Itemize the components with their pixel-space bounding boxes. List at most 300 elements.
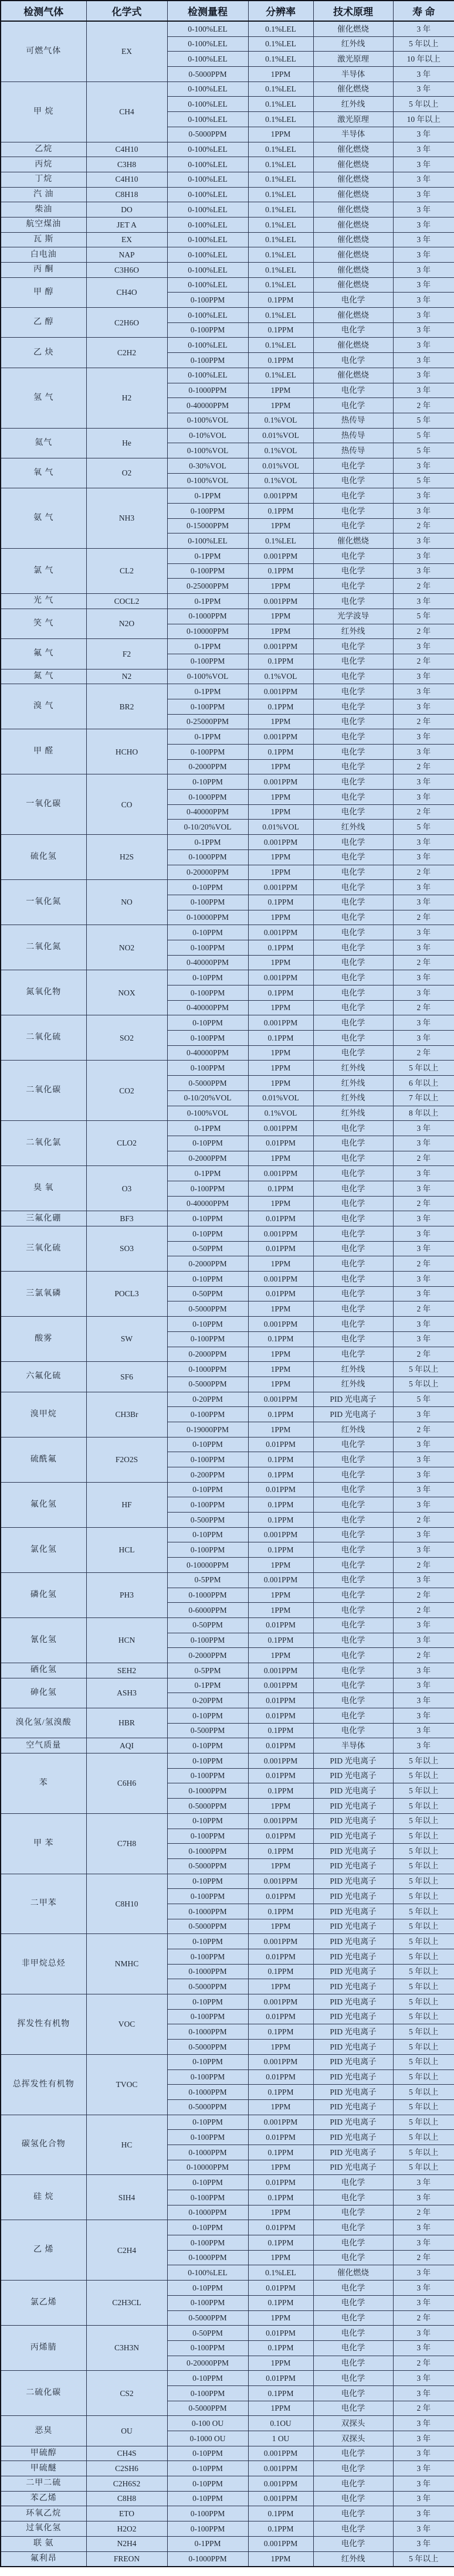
principle-cell: 电化学 xyxy=(313,654,393,669)
lifespan-cell: 5 年以上 xyxy=(393,1904,454,1919)
resolution-cell: 1PPM xyxy=(248,579,313,594)
range-cell: 0-100%LEL xyxy=(167,2265,248,2281)
range-cell: 0-10PPM xyxy=(167,1015,248,1031)
formula-cell: SF6 xyxy=(86,1362,167,1392)
gas-name-cell: 氦气 xyxy=(1,428,86,458)
principle-cell: 催化燃烧 xyxy=(313,277,393,293)
formula-cell: CH4O xyxy=(86,277,167,307)
range-cell: 0-5000PPM xyxy=(167,2401,248,2416)
range-cell: 0-100%LEL xyxy=(167,157,248,172)
resolution-cell: 0.01PPM xyxy=(248,2281,313,2296)
resolution-cell: 0.01PPM xyxy=(248,1889,313,1904)
range-cell: 0-10PPM xyxy=(167,2281,248,2296)
resolution-cell: 1PPM xyxy=(248,1196,313,1211)
resolution-cell: 0.1PPM xyxy=(248,940,313,955)
lifespan-cell: 3 年 xyxy=(393,745,454,760)
gas-name-cell: 氰化氢 xyxy=(1,1617,86,1663)
resolution-cell: 0.1PPM xyxy=(248,1513,313,1528)
principle-cell: 红外线 xyxy=(313,1422,393,1437)
lifespan-cell: 5 年以上 xyxy=(393,1753,454,1769)
lifespan-cell: 3 年 xyxy=(393,533,454,549)
principle-cell: 半导体 xyxy=(313,1738,393,1753)
resolution-cell: 0.001PPM xyxy=(248,1874,313,1889)
range-cell: 0-100%VOL xyxy=(167,669,248,684)
lifespan-cell: 5 年 xyxy=(393,1392,454,1407)
principle-cell: 电化学 xyxy=(313,1467,393,1483)
resolution-cell: 0.1PPM xyxy=(248,504,313,519)
resolution-cell: 1 OU xyxy=(248,2431,313,2446)
range-cell: 0-100%LEL xyxy=(167,368,248,383)
range-cell: 0-2000PPM xyxy=(167,1256,248,1272)
lifespan-cell: 3 年 xyxy=(393,2220,454,2235)
table-row xyxy=(1,2506,454,2521)
resolution-cell: 1PPM xyxy=(248,849,313,865)
table-row xyxy=(1,1874,454,1889)
range-cell: 0-5000PPM xyxy=(167,67,248,82)
resolution-cell: 0.001PPM xyxy=(248,1272,313,1287)
range-cell: 0-100PPM xyxy=(167,2521,248,2537)
resolution-cell: 1PPM xyxy=(248,67,313,82)
principle-cell: PID 光电离子 xyxy=(313,1844,393,1859)
principle-cell: 电化学 xyxy=(313,1166,393,1181)
gas-name-cell: 一氧化氮 xyxy=(1,880,86,925)
principle-cell: 电化学 xyxy=(313,2536,393,2551)
lifespan-cell: 3 年 xyxy=(393,1031,454,1046)
resolution-cell: 0.01PPM xyxy=(248,1829,313,1844)
principle-cell: 电化学 xyxy=(313,473,393,488)
principle-cell: PID 光电离子 xyxy=(313,1407,393,1422)
table-row xyxy=(1,1226,454,1242)
range-cell: 0-100%LEL xyxy=(167,308,248,323)
principle-cell: 电化学 xyxy=(313,563,393,579)
gas-name-cell: 联 氨 xyxy=(1,2536,86,2551)
range-cell: 0-200PPM xyxy=(167,1467,248,1483)
range-cell: 0-5PPM xyxy=(167,1663,248,1678)
lifespan-cell: 3 年 xyxy=(393,1482,454,1497)
principle-cell: PID 光电离子 xyxy=(313,1799,393,1814)
resolution-cell: 1PPM xyxy=(248,759,313,774)
range-cell: 0-1000PPM xyxy=(167,1844,248,1859)
lifespan-cell: 3 年 xyxy=(393,1272,454,1287)
principle-cell: 激光原理 xyxy=(313,52,393,67)
range-cell: 0-40000PPM xyxy=(167,1196,248,1211)
principle-cell: PID 光电离子 xyxy=(313,2145,393,2160)
lifespan-cell: 3 年 xyxy=(393,549,454,564)
range-cell: 0-10PPM xyxy=(167,880,248,895)
principle-cell: PID 光电离子 xyxy=(313,1858,393,1874)
principle-cell: 电化学 xyxy=(313,985,393,1001)
lifespan-cell: 3 年 xyxy=(393,2416,454,2431)
lifespan-cell: 3 年 xyxy=(393,353,454,368)
lifespan-cell: 5 年以上 xyxy=(393,1783,454,1799)
principle-cell: 红外线 xyxy=(313,97,393,112)
resolution-cell: 1PPM xyxy=(248,1061,313,1076)
range-cell: 0-100PPM xyxy=(167,2130,248,2145)
table-row xyxy=(1,157,454,172)
formula-cell: SIH4 xyxy=(86,2175,167,2220)
principle-cell: 电化学 xyxy=(313,835,393,850)
lifespan-cell: 3 年 xyxy=(393,895,454,910)
resolution-cell: 0.01PPM xyxy=(248,1768,313,1783)
lifespan-cell: 3 年 xyxy=(393,880,454,895)
resolution-cell: 0.1PPM xyxy=(248,2235,313,2251)
resolution-cell: 1PPM xyxy=(248,1377,313,1392)
table-row xyxy=(1,1482,454,1497)
principle-cell: 电化学 xyxy=(313,1648,393,1663)
principle-cell: 电化学 xyxy=(313,639,393,654)
lifespan-cell: 5 年 xyxy=(393,428,454,443)
principle-cell: PID 光电离子 xyxy=(313,2130,393,2145)
formula-cell: N2H4 xyxy=(86,2536,167,2551)
principle-cell: 电化学 xyxy=(313,1317,393,1332)
lifespan-cell: 5 年 xyxy=(393,443,454,458)
formula-cell: HC xyxy=(86,2115,167,2175)
range-cell: 0-1PPM xyxy=(167,1121,248,1136)
lifespan-cell: 2 年 xyxy=(393,714,454,729)
range-cell: 0-40000PPM xyxy=(167,804,248,820)
resolution-cell: 0.001PPM xyxy=(248,1994,313,2010)
range-cell: 0-19000PPM xyxy=(167,1422,248,1437)
formula-cell: NAP xyxy=(86,247,167,263)
range-cell: 0-10PPM xyxy=(167,2115,248,2130)
range-cell: 0-10000PPM xyxy=(167,1558,248,1573)
principle-cell: 电化学 xyxy=(313,2371,393,2386)
table-row xyxy=(1,1678,454,1693)
lifespan-cell: 3 年 xyxy=(393,172,454,187)
principle-cell: 电化学 xyxy=(313,1437,393,1452)
formula-cell: C2H3CL xyxy=(86,2281,167,2326)
resolution-cell: 1PPM xyxy=(248,2401,313,2416)
lifespan-cell: 3 年 xyxy=(393,2371,454,2386)
range-cell: 0-10PPM xyxy=(167,1317,248,1332)
resolution-cell: 1PPM xyxy=(248,1347,313,1362)
lifespan-cell: 2 年 xyxy=(393,1513,454,1528)
resolution-cell: 1PPM xyxy=(248,2205,313,2220)
gas-name-cell: 二甲二硫 xyxy=(1,2476,86,2492)
lifespan-cell: 2 年 xyxy=(393,804,454,820)
resolution-cell: 1PPM xyxy=(248,1799,313,1814)
principle-cell: 电化学 xyxy=(313,955,393,970)
table-row xyxy=(1,2461,454,2476)
table-row xyxy=(1,835,454,850)
lifespan-cell: 3 年 xyxy=(393,1211,454,1226)
lifespan-cell: 5 年以上 xyxy=(393,1874,454,1889)
gas-name-cell: 乙 炔 xyxy=(1,338,86,368)
resolution-cell: 0.001PPM xyxy=(248,1527,313,1542)
principle-cell: 电化学 xyxy=(313,1272,393,1287)
resolution-cell: 0.001PPM xyxy=(248,639,313,654)
table-row xyxy=(1,2175,454,2190)
principle-cell: 电化学 xyxy=(313,2190,393,2205)
gas-name-cell: 甲 苯 xyxy=(1,1813,86,1874)
principle-cell: 电化学 xyxy=(313,2340,393,2356)
gas-name-cell: 氨 气 xyxy=(1,488,86,549)
principle-cell: PID 光电离子 xyxy=(313,1979,393,1994)
range-cell: 0-1000PPM xyxy=(167,1783,248,1799)
principle-cell: 电化学 xyxy=(313,353,393,368)
principle-cell: 电化学 xyxy=(313,2326,393,2341)
range-cell: 0-5000PPM xyxy=(167,127,248,142)
principle-cell: 电化学 xyxy=(313,759,393,774)
gas-name-cell: 总挥发性有机物 xyxy=(1,2054,86,2115)
lifespan-cell: 5 年 xyxy=(393,473,454,488)
lifespan-cell: 2 年 xyxy=(393,2401,454,2416)
range-cell: 0-10PPM xyxy=(167,1226,248,1242)
gas-name-cell: 氯 气 xyxy=(1,549,86,594)
range-cell: 0-10PPM xyxy=(167,1874,248,1889)
principle-cell: 电化学 xyxy=(313,1708,393,1724)
lifespan-cell: 5 年以上 xyxy=(393,1799,454,1814)
resolution-cell: 0.1%LEL xyxy=(248,263,313,278)
resolution-cell: 1PPM xyxy=(248,2310,313,2326)
resolution-cell: 0.01%VOL xyxy=(248,458,313,473)
principle-cell: 催化燃烧 xyxy=(313,172,393,187)
range-cell: 0-5000PPM xyxy=(167,2040,248,2055)
range-cell: 0-1000PPM xyxy=(167,2551,248,2567)
lifespan-cell: 5 年以上 xyxy=(393,2130,454,2145)
resolution-cell: 1PPM xyxy=(248,1422,313,1437)
resolution-cell: 0.001PPM xyxy=(248,925,313,940)
range-cell: 0-40000PPM xyxy=(167,398,248,413)
gas-name-cell: 乙 醇 xyxy=(1,308,86,338)
principle-cell: 电化学 xyxy=(313,1256,393,1272)
principle-cell: 电化学 xyxy=(313,714,393,729)
formula-cell: CS2 xyxy=(86,2371,167,2416)
resolution-cell: 0.01PPM xyxy=(248,1949,313,1965)
resolution-cell: 0.01%VOL xyxy=(248,428,313,443)
resolution-cell: 1PPM xyxy=(248,1603,313,1618)
table-row xyxy=(1,428,454,443)
principle-cell: PID 光电离子 xyxy=(313,1919,393,1934)
table-row xyxy=(1,202,454,218)
gas-name-cell: 一氧化碳 xyxy=(1,774,86,835)
principle-cell: 电化学 xyxy=(313,1000,393,1015)
principle-cell: 催化燃烧 xyxy=(313,142,393,157)
resolution-cell: 1PPM xyxy=(248,1000,313,1015)
resolution-cell: 1PPM xyxy=(248,790,313,805)
principle-cell: 光学波导 xyxy=(313,609,393,624)
gas-name-cell: 白电油 xyxy=(1,247,86,263)
resolution-cell: 0.01PPM xyxy=(248,1437,313,1452)
gas-name-cell: 乙烷 xyxy=(1,142,86,157)
principle-cell: PID 光电离子 xyxy=(313,2099,393,2115)
resolution-cell: 0.1%LEL xyxy=(248,52,313,67)
table-header xyxy=(1,1,454,21)
gas-name-cell: 光 气 xyxy=(1,594,86,609)
range-cell: 0-100%VOL xyxy=(167,413,248,428)
formula-cell: OU xyxy=(86,2416,167,2446)
principle-cell: 电化学 xyxy=(313,895,393,910)
principle-cell: 电化学 xyxy=(313,1678,393,1693)
principle-cell: PID 光电离子 xyxy=(313,1813,393,1829)
principle-cell: PID 光电离子 xyxy=(313,2115,393,2130)
table-row xyxy=(1,277,454,293)
gas-name-cell: 二甲苯 xyxy=(1,1874,86,1934)
lifespan-cell: 3 年 xyxy=(393,2491,454,2506)
table-row xyxy=(1,970,454,985)
table-row xyxy=(1,609,454,624)
range-cell: 0-5PPM xyxy=(167,1572,248,1588)
resolution-cell: 0.001PPM xyxy=(248,684,313,699)
range-cell: 0-100PPM xyxy=(167,940,248,955)
lifespan-cell: 3 年 xyxy=(393,1723,454,1738)
principle-cell: 电化学 xyxy=(313,1558,393,1573)
principle-cell: 催化燃烧 xyxy=(313,81,393,97)
principle-cell: 电化学 xyxy=(313,293,393,308)
gas-name-cell: 乙 烯 xyxy=(1,2220,86,2281)
principle-cell: PID 光电离子 xyxy=(313,2024,393,2040)
principle-cell: 电化学 xyxy=(313,458,393,473)
lifespan-cell: 5 年以上 xyxy=(393,1994,454,2010)
lifespan-cell: 2 年 xyxy=(393,955,454,970)
lifespan-cell: 3 年 xyxy=(393,338,454,353)
lifespan-cell: 3 年 xyxy=(393,1317,454,1332)
resolution-cell: 0.1PPM xyxy=(248,1452,313,1467)
lifespan-cell: 3 年 xyxy=(393,729,454,745)
range-cell: 0-1PPM xyxy=(167,2536,248,2551)
lifespan-cell: 3 年 xyxy=(393,1527,454,1542)
table-row xyxy=(1,594,454,609)
principle-cell: 双探头 xyxy=(313,2416,393,2431)
principle-cell: 电化学 xyxy=(313,1196,393,1211)
table-row xyxy=(1,338,454,353)
principle-cell: 电化学 xyxy=(313,549,393,564)
range-cell: 0-10PPM xyxy=(167,1437,248,1452)
range-cell: 0-100PPM xyxy=(167,293,248,308)
range-cell: 0-50PPM xyxy=(167,1286,248,1301)
table-row xyxy=(1,729,454,745)
range-cell: 0-100PPM xyxy=(167,895,248,910)
lifespan-cell: 3 年 xyxy=(393,2506,454,2521)
resolution-cell: 0.001PPM xyxy=(248,549,313,564)
table-row xyxy=(1,1934,454,1949)
lifespan-cell: 5 年以上 xyxy=(393,1829,454,1844)
table-row xyxy=(1,2521,454,2537)
gas-name-cell: 氟 气 xyxy=(1,639,86,669)
table-row xyxy=(1,368,454,383)
resolution-cell: 0.1PPM xyxy=(248,1633,313,1648)
resolution-cell: 1PPM xyxy=(248,1301,313,1317)
lifespan-cell: 3 年 xyxy=(393,2536,454,2551)
principle-cell: 半导体 xyxy=(313,127,393,142)
principle-cell: 电化学 xyxy=(313,1347,393,1362)
formula-cell: C8H18 xyxy=(86,187,167,202)
principle-cell: 电化学 xyxy=(313,518,393,533)
principle-cell: PID 光电离子 xyxy=(313,1904,393,1919)
formula-cell: SO3 xyxy=(86,1226,167,1272)
range-cell: 0-500PPM xyxy=(167,1513,248,1528)
table-row xyxy=(1,308,454,323)
principle-cell: PID 光电离子 xyxy=(313,1829,393,1844)
resolution-cell: 0.001PPM xyxy=(248,1813,313,1829)
principle-cell: 电化学 xyxy=(313,1527,393,1542)
resolution-cell: 0.01PPM xyxy=(248,2009,313,2024)
range-cell: 0-100PPM xyxy=(167,563,248,579)
formula-cell: CO xyxy=(86,774,167,835)
resolution-cell: 0.001PPM xyxy=(248,2446,313,2461)
resolution-cell: 1PPM xyxy=(248,1588,313,1603)
range-cell: 0-100%LEL xyxy=(167,81,248,97)
formula-cell: COCL2 xyxy=(86,594,167,609)
resolution-cell: 0.001PPM xyxy=(248,1753,313,1769)
lifespan-cell: 3 年 xyxy=(393,2446,454,2461)
resolution-cell: 1PPM xyxy=(248,127,313,142)
lifespan-cell: 3 年 xyxy=(393,2190,454,2205)
range-cell: 0-100PPM xyxy=(167,2235,248,2251)
lifespan-cell: 2 年 xyxy=(393,398,454,413)
principle-cell: 电化学 xyxy=(313,398,393,413)
lifespan-cell: 5 年以上 xyxy=(393,2024,454,2040)
resolution-cell: 1PPM xyxy=(248,1858,313,1874)
lifespan-cell: 3 年 xyxy=(393,2235,454,2251)
lifespan-cell: 3 年 xyxy=(393,21,454,36)
lifespan-cell: 3 年 xyxy=(393,849,454,865)
resolution-cell: 0.01PPM xyxy=(248,1482,313,1497)
gas-name-cell: 氮 气 xyxy=(1,669,86,684)
principle-cell: 红外线 xyxy=(313,820,393,835)
range-cell: 0-100PPM xyxy=(167,699,248,714)
resolution-cell: 0.001PPM xyxy=(248,2115,313,2130)
principle-cell: 电化学 xyxy=(313,2235,393,2251)
range-cell: 0-10PPM xyxy=(167,2371,248,2386)
lifespan-cell: 3 年 xyxy=(393,835,454,850)
table-row xyxy=(1,1663,454,1678)
formula-cell: FREON xyxy=(86,2551,167,2567)
principle-cell: 电化学 xyxy=(313,2205,393,2220)
principle-cell: PID 光电离子 xyxy=(313,1949,393,1965)
range-cell: 0-50PPM xyxy=(167,2326,248,2341)
formula-cell: TVOC xyxy=(86,2054,167,2115)
gas-name-cell: 甲硫醇 xyxy=(1,2446,86,2461)
gas-name-cell: 二氧化氮 xyxy=(1,925,86,970)
principle-cell: 催化燃烧 xyxy=(313,232,393,247)
range-cell: 0-1000PPM xyxy=(167,2085,248,2100)
principle-cell: 催化燃烧 xyxy=(313,533,393,549)
gas-name-cell: 氧 气 xyxy=(1,458,86,488)
range-cell: 0-40000PPM xyxy=(167,955,248,970)
formula-cell: CL2 xyxy=(86,549,167,594)
resolution-cell: 0.01PPM xyxy=(248,1241,313,1256)
lifespan-cell: 3 年 xyxy=(393,1226,454,1242)
range-cell: 0-100PPM xyxy=(167,1031,248,1046)
table-row xyxy=(1,1813,454,1829)
gas-name-cell: 溴化氢/氢溴酸 xyxy=(1,1708,86,1738)
range-cell: 0-40000PPM xyxy=(167,1045,248,1061)
lifespan-cell: 3 年 xyxy=(393,2461,454,2476)
resolution-cell: 0.1%LEL xyxy=(248,81,313,97)
lifespan-cell: 3 年 xyxy=(393,67,454,82)
lifespan-cell: 5 年 xyxy=(393,413,454,428)
resolution-cell: 0.1PPM xyxy=(248,1964,313,1979)
resolution-cell: 0.01PPM xyxy=(248,1738,313,1753)
resolution-cell: 0.001PPM xyxy=(248,970,313,985)
gas-name-cell: 硫化氢 xyxy=(1,835,86,880)
resolution-cell: 0.001PPM xyxy=(248,2536,313,2551)
table-row xyxy=(1,880,454,895)
resolution-cell: 0.001PPM xyxy=(248,880,313,895)
header-row xyxy=(1,1,454,21)
lifespan-cell: 5 年以上 xyxy=(393,1889,454,1904)
resolution-cell: 0.1%LEL xyxy=(248,112,313,127)
range-cell: 0-50PPM xyxy=(167,1241,248,1256)
lifespan-cell: 3 年 xyxy=(393,383,454,398)
principle-cell: 电化学 xyxy=(313,790,393,805)
lifespan-cell: 2 年 xyxy=(393,1256,454,1272)
range-cell: 0-100%VOL xyxy=(167,473,248,488)
resolution-cell: 1PPM xyxy=(248,2250,313,2265)
range-cell: 0-2000PPM xyxy=(167,1347,248,1362)
lifespan-cell: 3 年 xyxy=(393,2175,454,2190)
